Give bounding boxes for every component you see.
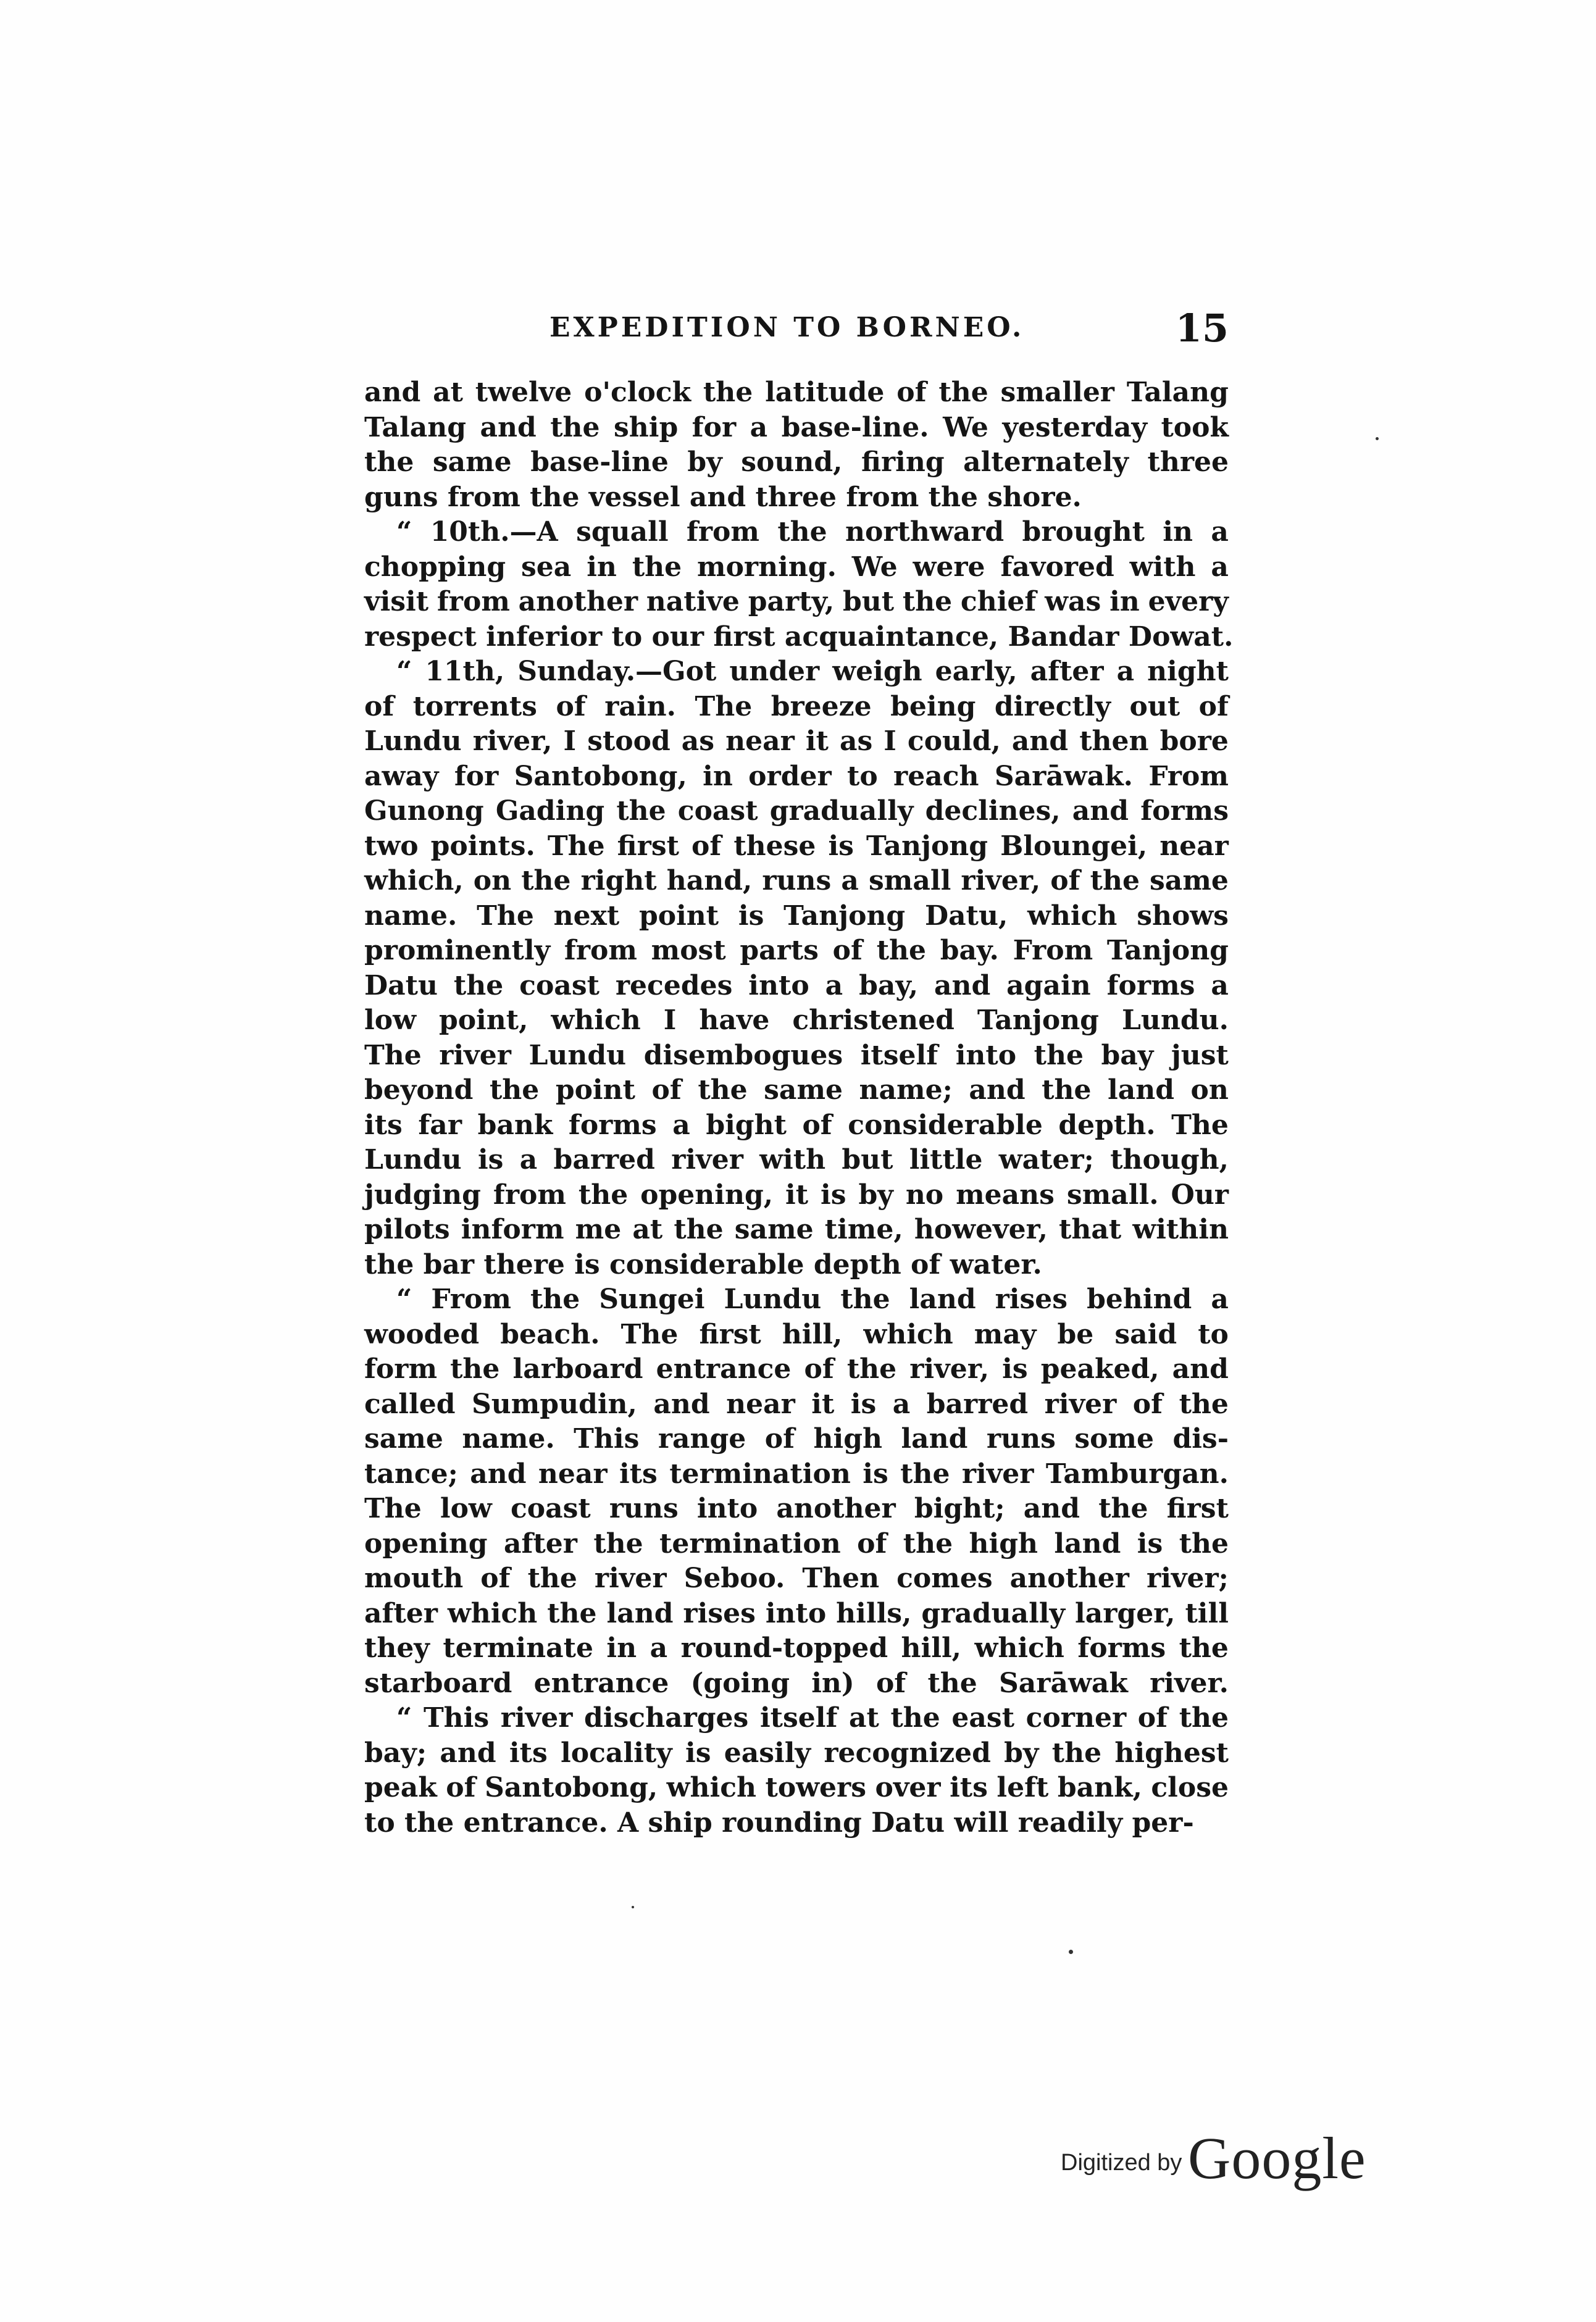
running-head (364, 306, 1229, 355)
text-line: pilots inform me at the same time, however, that within (364, 1214, 1229, 1245)
text-line: tance; and near its termination is the river Tamburgan. (364, 1458, 1229, 1490)
text-line: Talang and the ship for a base-line. We yesterday took (364, 411, 1229, 443)
page-number: 15 (1175, 306, 1229, 351)
body-text (364, 375, 1234, 1840)
text-line: guns from the vessel and three from the shore. (364, 481, 1082, 513)
scan-speck (1376, 437, 1379, 440)
text-line: mouth of the river Seboo. Then comes another river; (364, 1563, 1229, 1594)
text-line: “ From the Sungei Lundu the land rises behind a (396, 1284, 1229, 1315)
text-line: of torrents of rain. The breeze being directly out of (364, 690, 1229, 722)
digitized-by-label: Digitized by (1061, 2150, 1182, 2176)
text-line: opening after the termination of the high land is the (364, 1527, 1229, 1560)
text-line: form the larboard entrance of the river, is peaked, and (364, 1353, 1229, 1385)
digitized-by-watermark (1061, 2124, 1388, 2192)
text-line: and at twelve o'clock the latitude of the smaller Talang (364, 377, 1229, 408)
text-line: to the entrance. A ship rounding Datu will readily per- (364, 1806, 1194, 1839)
text-line: “ 11th, Sunday.—Got under weigh early, after a night (396, 656, 1229, 687)
text-line: same name. This range of high land runs some dis- (364, 1423, 1229, 1455)
text-line: the same base-line by sound, firing alternately three (364, 446, 1229, 478)
text-line: Datu the coast recedes into a bay, and again forms a (364, 969, 1229, 1001)
text-line: Gunong Gading the coast gradually declines, and forms (364, 795, 1229, 827)
text-line: The river Lundu disembogues itself into the bay just (364, 1039, 1229, 1071)
text-line: bay; and its locality is easily recognized by the highest (364, 1737, 1229, 1769)
text-line: the bar there is considerable depth of water. (364, 1248, 1042, 1280)
text-line: name. The next point is Tanjong Datu, which shows (364, 900, 1229, 932)
scan-speck (1069, 1950, 1073, 1954)
text-line: called Sumpudin, and near it is a barred river of the (364, 1388, 1229, 1420)
text-line: beyond the point of the same name; and the land on (364, 1074, 1229, 1106)
text-line: judging from the opening, it is by no means small. Our (364, 1179, 1229, 1211)
text-line: chopping sea in the morning. We were favored with a (364, 551, 1229, 583)
running-title: EXPEDITION TO BORNEO. (549, 312, 1025, 343)
scan-speck (632, 1906, 634, 1908)
text-line: “ 10th.—A squall from the northward brought in a (396, 516, 1229, 548)
text-line: wooded beach. The first hill, which may be said to (364, 1318, 1229, 1350)
text-line: prominently from most parts of the bay. From Tanjong (364, 935, 1229, 966)
text-line: they terminate in a round-topped hill, which forms the (364, 1632, 1229, 1664)
text-line: The low coast runs into another bight; and the first (364, 1493, 1229, 1524)
google-logo: Google (1188, 2125, 1366, 2191)
text-line: low point, which I have christened Tanjong Lundu. (364, 1004, 1229, 1036)
text-line: two points. The first of these is Tanjong Bloungei, near (364, 830, 1229, 862)
text-line: respect inferior to our first acquaintance, Bandar Dowat. (364, 620, 1234, 653)
text-line: which, on the right hand, runs a small river, of the same (364, 865, 1229, 896)
text-line: starboard entrance (going in) of the Sarāwak river. (364, 1667, 1229, 1699)
text-line: “ This river discharges itself at the east corner of the (396, 1702, 1229, 1734)
text-line: its far bank forms a bight of considerable depth. The (364, 1109, 1229, 1141)
text-line: after which the land rises into hills, gradually larger, till (364, 1597, 1229, 1629)
text-line: visit from another native party, but the chief was in every (364, 586, 1229, 617)
text-line: away for Santobong, in order to reach Sarāwak. From (364, 760, 1229, 792)
text-line: peak of Santobong, which towers over its left bank, close (364, 1772, 1229, 1803)
text-line: Lundu is a barred river with but little water; though, (364, 1144, 1229, 1176)
text-line: Lundu river, I stood as near it as I could, and then bore (364, 725, 1229, 757)
